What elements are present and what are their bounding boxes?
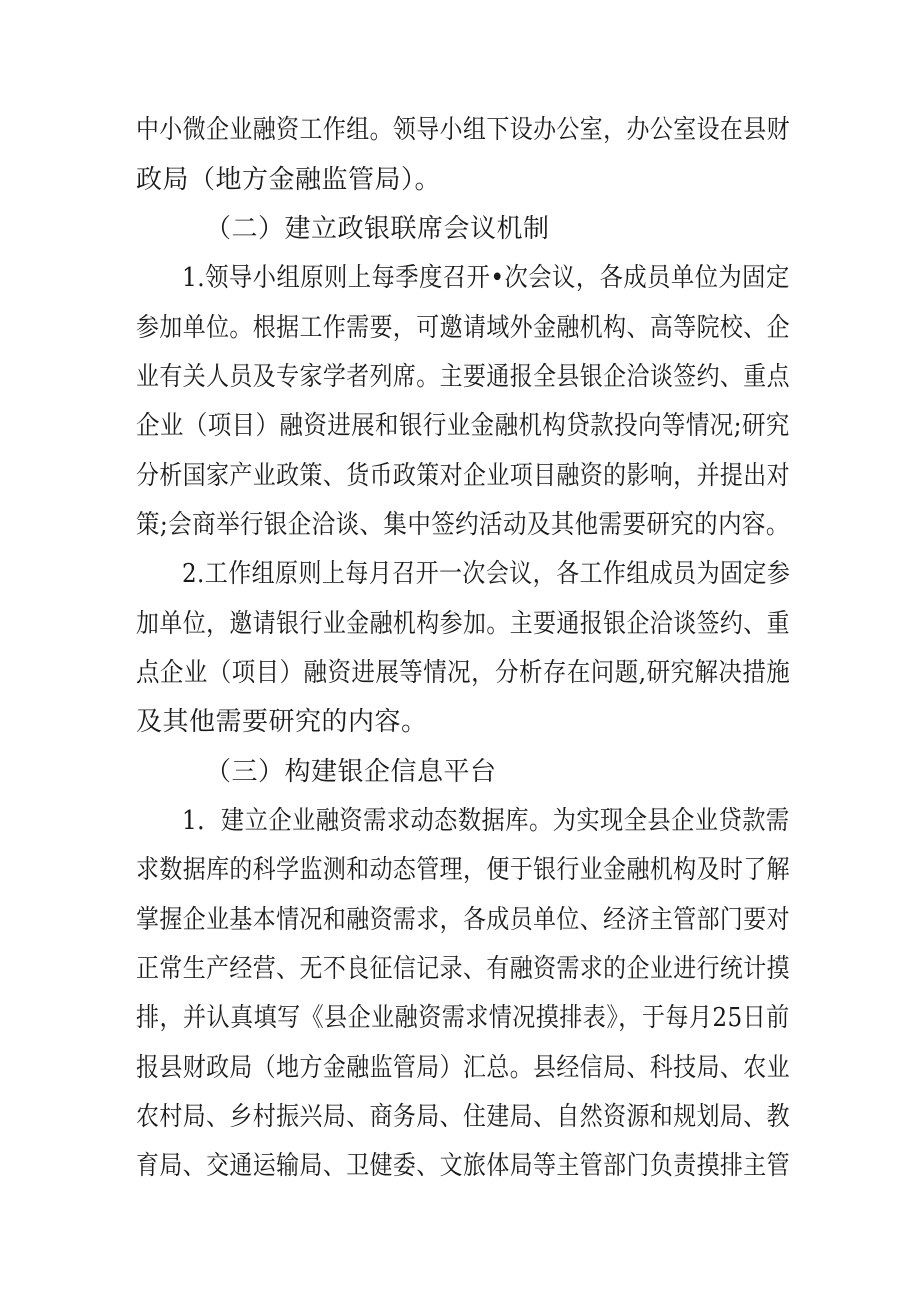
- text-line: 正常生产经营、无不良征信记录、有融资需求的企业进行统计摸: [136, 954, 791, 984]
- text-line: 报县财政局（地方金融监管局）汇总。县经信局、科技局、农业: [136, 1053, 791, 1083]
- text-line: 排，并认真填写《县企业融资需求情况摸排表》，于每月25日前: [136, 1003, 790, 1033]
- text-line: 2.工作组原则上每月召开一次会议，各工作组成员为固定参: [182, 559, 791, 589]
- text-line: 掌握企业基本情况和融资需求，各成员单位、经济主管部门要对: [136, 905, 791, 935]
- text-line: 及其他需要研究的内容。: [136, 707, 428, 737]
- section-heading: （二）建立政银联席会议机制: [205, 214, 550, 244]
- text-line: 分析国家产业政策、货币政策对企业项目融资的影响，并提出对: [136, 461, 791, 491]
- text-line: 业有关人员及专家学者列席。主要通报全县银企洽谈签约、重点: [136, 362, 791, 392]
- text-line: 点企业（项目）融资进展等情况，分析存在问题,研究解决措施: [136, 658, 791, 688]
- text-line: 育局、交通运输局、卫健委、文旅体局等主管部门负责摸排主管: [136, 1151, 791, 1181]
- text-line: 1.领导小组原则上每季度召开•次会议，各成员单位为固定: [182, 263, 790, 293]
- text-line: 策;会商举行银企洽谈、集中签约活动及其他需要研究的内容。: [136, 510, 790, 540]
- text-line: 中小微企业融资工作组。领导小组下设办公室，办公室设在县财: [136, 115, 791, 145]
- section-heading: （三）构建银企信息平台: [205, 757, 497, 787]
- text-line: 政局（地方金融监管局）。: [136, 165, 442, 195]
- text-line: 农村局、乡村振兴局、商务局、住建局、自然资源和规划局、教: [136, 1102, 791, 1132]
- text-line: 参加单位。根据工作需要，可邀请域外金融机构、高等院校、企: [136, 313, 791, 343]
- text-line: 1．建立企业融资需求动态数据库。为实现全县企业贷款需: [182, 806, 790, 836]
- text-line: 企业（项目）融资进展和银行业金融机构贷款投向等情况;研究: [136, 411, 790, 441]
- text-line: 加单位，邀请银行业金融机构参加。主要通报银企洽谈签约、重: [136, 609, 791, 639]
- text-line: 求数据库的科学监测和动态管理，便于银行业金融机构及时了解: [136, 855, 791, 885]
